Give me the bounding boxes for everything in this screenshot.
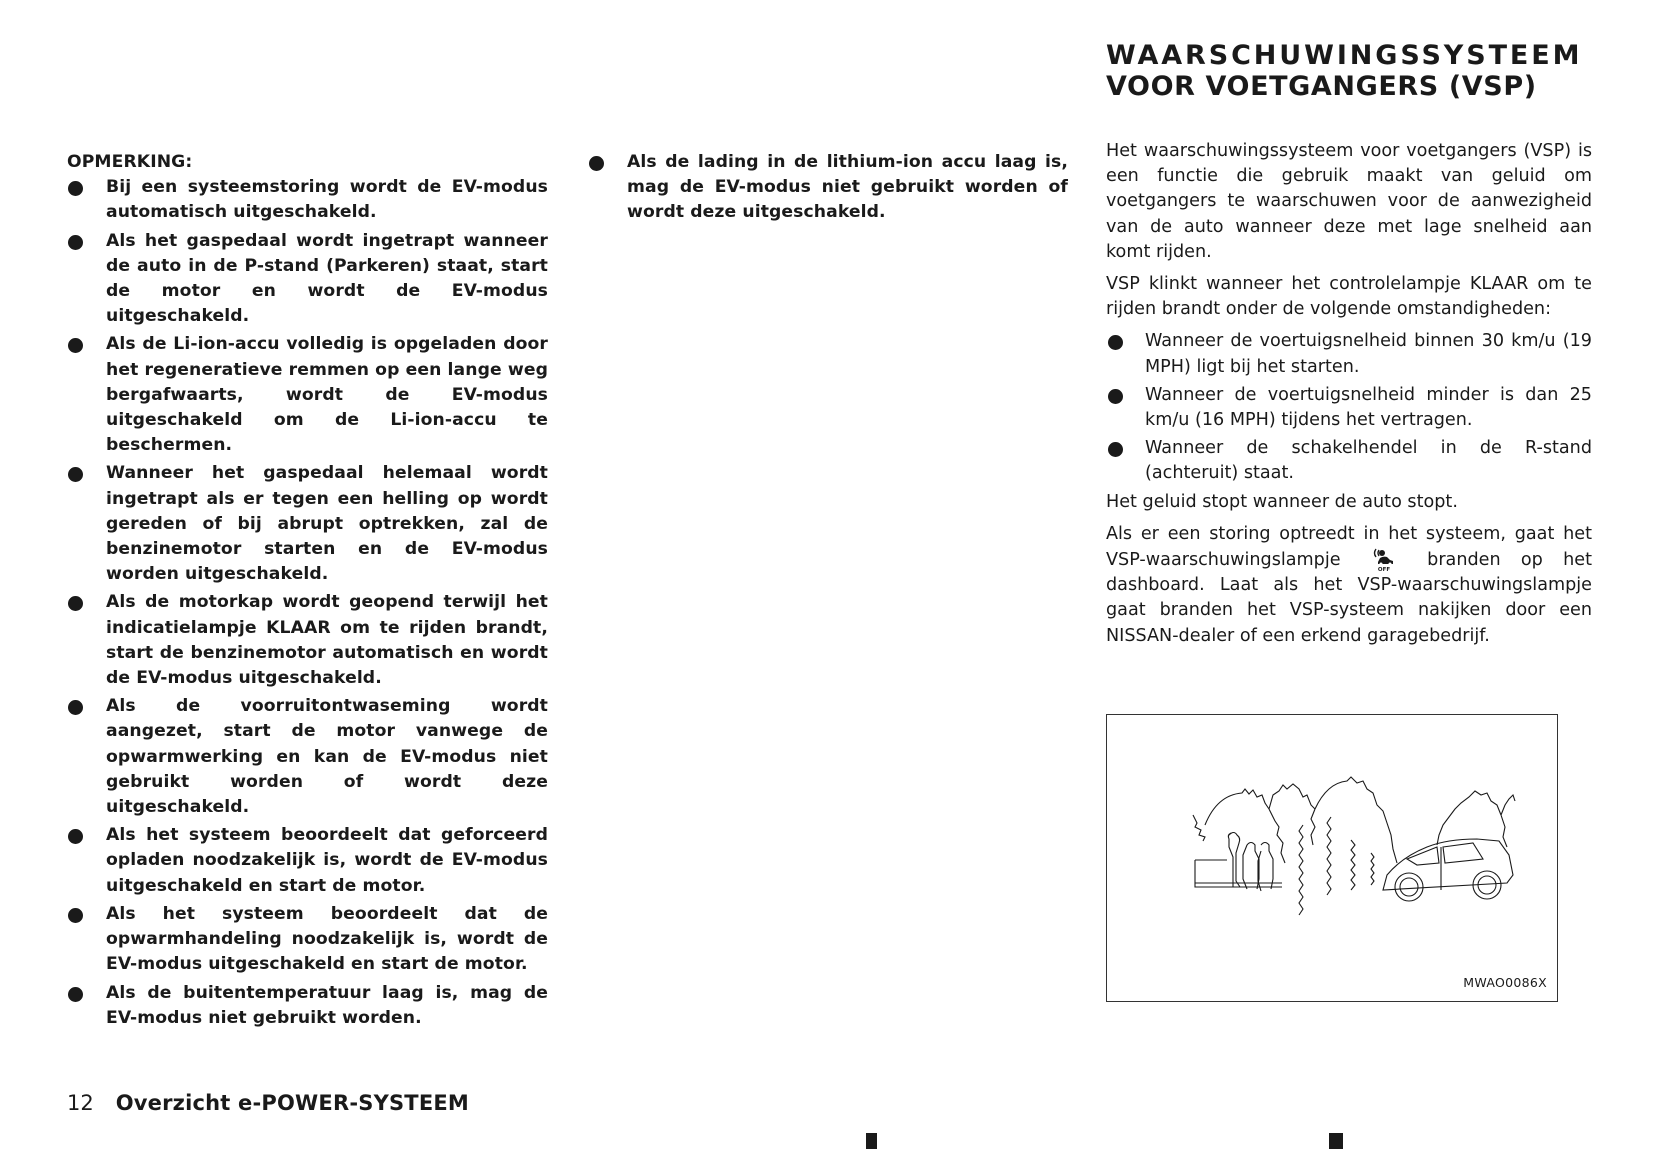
bullet-icon bbox=[68, 181, 83, 196]
middle-bullet-list bbox=[588, 150, 1068, 226]
intro-paragraph: Het waarschuwingssysteem voor voetgangers (VSP) is een functie die gebruik maakt van geluid om voetgangers te waarschuwen voor de aanwezigheid van de auto wanneer deze met lage snelheid aan komt rijden. bbox=[1106, 141, 1592, 262]
vsp-illustration-figure bbox=[1106, 714, 1558, 1002]
section-title: Overzicht e-POWER-SYSTEEM bbox=[115, 1091, 470, 1115]
bullet-icon bbox=[68, 700, 83, 715]
bullet-icon bbox=[1108, 335, 1123, 350]
list-item: Wanneer de voertuigsnelheid minder is dan 25 km/u (16 MPH) tijdens het vertragen. bbox=[1106, 383, 1592, 433]
note-bullet-list bbox=[67, 175, 548, 1031]
heading-line-2: VOOR VOETGANGERS (VSP) bbox=[1106, 71, 1537, 102]
bullet-icon bbox=[68, 235, 83, 250]
list-item: Wanneer de voertuigsnelheid binnen 30 km/u (19 MPH) ligt bij het starten. bbox=[1106, 329, 1592, 379]
list-item: Als de lading in de lithium-ion accu laag is, mag de EV-modus niet gebruikt worden of wordt deze uitgeschakeld. bbox=[588, 150, 1068, 226]
list-item: Als het gaspedaal wordt ingetrapt wanneer de auto in de P-stand (Parkeren) staat, start de motor en wordt de EV-modus uitgeschakeld. bbox=[67, 229, 548, 330]
bullet-icon bbox=[68, 596, 83, 611]
bullet-icon bbox=[68, 338, 83, 353]
left-column bbox=[67, 150, 548, 1034]
page-footer bbox=[67, 1091, 469, 1115]
list-item: Bij een systeemstoring wordt de EV-modus automatisch uitgeschakeld. bbox=[67, 175, 548, 225]
svg-text:OFF: OFF bbox=[1377, 567, 1390, 572]
section-heading bbox=[1106, 40, 1592, 102]
conditions-list bbox=[1106, 329, 1592, 486]
note-heading: OPMERKING: bbox=[67, 152, 193, 172]
page-number: 12 bbox=[67, 1091, 94, 1115]
list-item: Als de voorruitontwaseming wordt aangezet, start de motor vanwege de opwarmwerking en kan de EV-modus niet gebruikt worden of wordt deze uitgeschakeld. bbox=[67, 694, 548, 820]
vsp-off-warning-icon bbox=[1371, 547, 1397, 571]
bullet-icon bbox=[68, 908, 83, 923]
vsp-body bbox=[1106, 139, 1592, 649]
list-item: Wanneer de schakelhendel in de R-stand (achteruit) staat. bbox=[1106, 436, 1592, 486]
conditions-intro: VSP klinkt wanneer het controlelampje KLAAR om te rijden brandt onder de volgende omstandigheden: bbox=[1106, 274, 1592, 320]
bullet-icon bbox=[68, 987, 83, 1002]
malfunction-paragraph: Als er een storing optreedt in het systeem, gaat het VSP-waarschuwingslampje OFF branden op het dashboard. Laat als het VSP-waarschuwingslampje gaat branden het VSP-systeem nakijken door een NISSAN-dealer of een erkend garagebedrijf. bbox=[1106, 523, 1593, 646]
stop-note: Het geluid stopt wanneer de auto stopt. bbox=[1106, 491, 1458, 512]
figure-code: MWAO0086X bbox=[1463, 975, 1547, 990]
bullet-icon bbox=[589, 156, 604, 171]
list-item: Als de buitentemperatuur laag is, mag de EV-modus niet gebruikt worden. bbox=[67, 981, 548, 1031]
bullet-icon bbox=[68, 467, 83, 482]
list-item: Als het systeem beoordeelt dat geforceerd opladen noodzakelijk is, wordt de EV-modus uitgeschakeld en start de motor. bbox=[67, 823, 548, 899]
heading-line-1: WAARSCHUWINGSSYSTEEM bbox=[1106, 40, 1583, 71]
crop-mark bbox=[1329, 1133, 1343, 1149]
list-item: Als het systeem beoordeelt dat de opwarmhandeling noodzakelijk is, wordt de EV-modus uitgeschakeld en start de motor. bbox=[67, 902, 548, 978]
list-item: Als de Li-ion-accu volledig is opgeladen door het regeneratieve remmen op een lange weg bergafwaarts, wordt de EV-modus uitgeschakeld om de Li-ion-accu te beschermen. bbox=[67, 332, 548, 458]
middle-column bbox=[588, 150, 1068, 229]
pedestrians-car-illustration bbox=[1187, 775, 1517, 940]
right-column bbox=[1106, 40, 1592, 656]
bullet-icon bbox=[68, 829, 83, 844]
crop-mark bbox=[866, 1133, 877, 1149]
bullet-icon bbox=[1108, 389, 1123, 404]
list-item: Wanneer het gaspedaal helemaal wordt ingetrapt als er tegen een helling op wordt gereden of bij abrupt optrekken, zal de benzinemotor starten en de EV-modus worden uitgeschakeld. bbox=[67, 461, 548, 587]
bullet-icon bbox=[1108, 442, 1123, 457]
list-item: Als de motorkap wordt geopend terwijl het indicatielampje KLAAR om te rijden brandt, start de benzinemotor automatisch en wordt de EV-modus uitgeschakeld. bbox=[67, 590, 548, 691]
